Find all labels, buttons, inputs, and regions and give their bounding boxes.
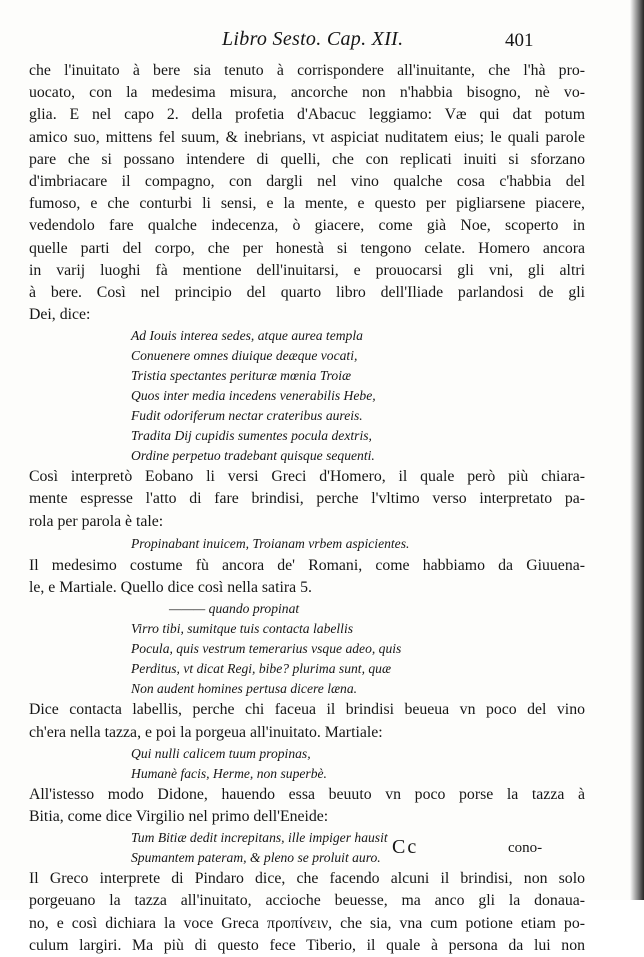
verse-line: Ordine perpetuo tradebant quisque sequenti. [131, 448, 375, 464]
verse-line: Ad Iouis interea sedes, atque aurea templa [131, 328, 363, 344]
text-line: le, e Martiale. Quello dice così nella satira 5. [29, 579, 312, 597]
page-footer [0, 836, 644, 860]
text-line: rola per parola è tale: [29, 512, 164, 530]
text-line: Il Greco interprete di Pindaro dice, che facendo alcuni il brindisi, non solo [29, 870, 585, 888]
verse-line: Fudit odoriferum nectar crateribus aureis. [131, 408, 363, 424]
verse-line: ——— quando propinat [169, 601, 300, 617]
verse-line: Virro tibi, sumitque tuis contacta labellis [131, 621, 354, 637]
text-line: vedendolo fare qualche indecenza, ò giacere, come già Noe, scoperto in [29, 217, 585, 235]
text-line: uocato, con la medesima misura, ancorche non n'habbia bisogno, nè vo- [29, 84, 585, 102]
text-line: d'imbriacare il compagno, con dargli nel vino qualche cosa c'habbia del [29, 172, 585, 190]
text-line: che l'inuitato à bere sia tenuto à corrispondere all'inuitante, che l'hà pro- [29, 62, 585, 79]
signature-mark: Cc [392, 836, 419, 858]
page-header [0, 28, 644, 58]
text-line: mente espresse l'atto di fare brindisi, perche l'vltimo verso interpretato pa- [29, 490, 585, 508]
text-line: porgeuano la tazza all'inuitato, accioche beuesse, ma anco gli la donaua- [29, 892, 585, 910]
page-number: 401 [505, 30, 534, 51]
verse-line: Tradita Dij cupidis sumentes pocula dextris, [131, 428, 372, 444]
verse-line: Quos inter media incedens venerabilis Hebe, [131, 388, 376, 404]
verse-line: Tum Bitiæ dedit increpitans, ille impiger hausit [131, 830, 388, 846]
text-line: glia. E nel capo 2. della profetia d'Abacuc leggiamo: Væ qui dat potum [29, 106, 585, 124]
text-line: no, e così dichiara la voce Greca προπίνειν, che sia, vna cum potione etiam po- [29, 914, 585, 932]
verse-line: Tristia spectantes perituræ mœnia Troiæ [131, 368, 352, 384]
verse-line: Conuenere omnes diuique deæque vocati, [131, 348, 358, 364]
verse-line: Spumantem pateram, & pleno se proluit auro. [131, 850, 381, 866]
text-line: All'istesso modo Didone, hauendo essa beuuto vn poco porse la tazza à [29, 785, 585, 803]
verse-line: Qui nulli calicem tuum propinas, [131, 745, 311, 761]
text-line: Bitia, come dice Virgilio nel primo dell'Eneide: [29, 807, 329, 825]
text-line: Dice contacta labellis, perche chi faceua il brindisi beueua vn poco del vino [29, 701, 585, 719]
text-line: Così interpretò Eobano li versi Greci d'Homero, il quale però più chiara- [29, 468, 585, 486]
verse-line: Non audent homines pertusa dicere læna. [131, 681, 358, 697]
text-line: Dei, dice: [29, 306, 91, 324]
text-line: à bere. Così nel principio del quarto libro dell'Iliade parlandosi de gli [29, 283, 585, 301]
page-body [29, 60, 585, 957]
running-title: Libro Sesto. Cap. XII. [222, 28, 404, 50]
verse-line: Pocula, quis vestrum temerarius vsque adeo, quis [131, 641, 402, 657]
text-line: Il medesimo costume fù ancora de' Romani, come habbiamo da Giuuena- [29, 557, 585, 574]
text-line: ch'era nella tazza, e poi la porgeua all'inuitato. Martiale: [29, 723, 383, 741]
catchword: cono- [508, 840, 543, 856]
text-line: pare che si possano intendere di quelli, che con replicati inuiti si sforzano [29, 150, 585, 168]
text-line: in varij luoghi fà mentione dell'inuitarsi, e prouocarsi gli vni, gli altri [29, 261, 585, 279]
text-line: culum largiri. Ma più di questo fece Tiberio, il quale à persona da lui non [29, 936, 585, 954]
verse-line: Propinabant inuicem, Troianam vrbem aspicientes. [131, 535, 410, 551]
page-edge-shadow [630, 0, 644, 900]
verse-line: Humanè facis, Herme, non superbè. [131, 765, 327, 781]
text-line: quelle parti del corpo, che per honestà si tengono celate. Homero ancora [29, 239, 585, 257]
text-line: fumoso, e che conturbi li sensi, e la mente, e questo per pigliarsene piacere, [29, 195, 585, 213]
verse-line: Perditus, vt dicat Regi, bibe? plurima sunt, quæ [131, 661, 392, 677]
text-line: amico suo, mittens fel suum, & inebrians, vt aspiciat nuditatem eius; le quali parole [29, 128, 585, 146]
